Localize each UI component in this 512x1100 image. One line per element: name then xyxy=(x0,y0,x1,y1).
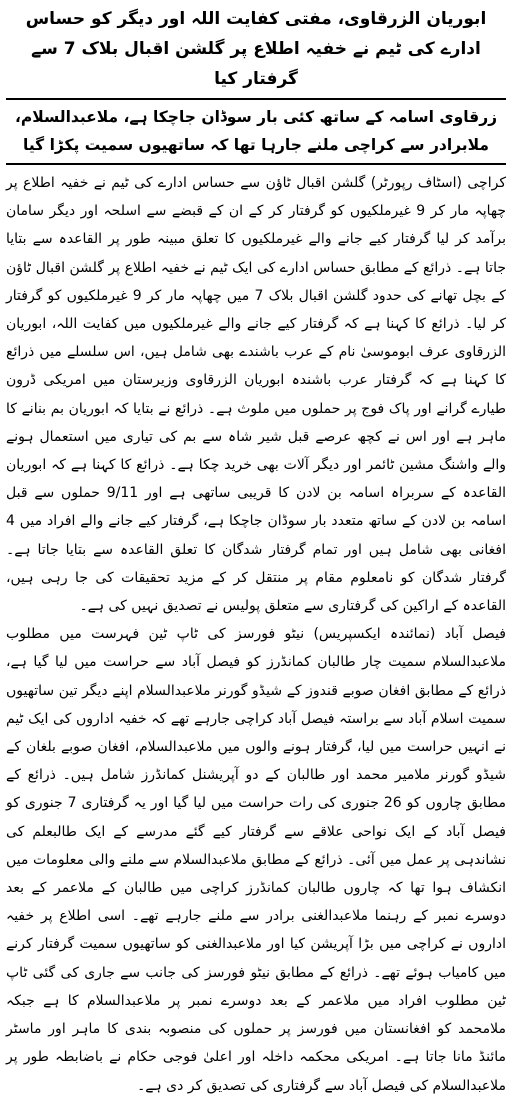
headline: ابوریان الزرقاوی، مفتی کفایت اللہ اور دیگر کو حساس ادارے کی ٹیم نے خفیہ اطلاع پر گلشن اقبال بلاک 7 سے گرفتار کیا xyxy=(25,9,487,89)
headline-divider xyxy=(6,98,506,100)
subheadline-divider xyxy=(6,163,506,165)
article-body xyxy=(6,169,506,1100)
subheadline: زرقاوی اسامہ کے ساتھ کئی بار سوڈان جاچکا ہے، ملاعبدالسلام، ملابرادر سے کراچی ملنے جارہا تھا کہ ساتھیوں سمیت پکڑا گیا xyxy=(14,108,498,154)
paragraph-karachi: کراچی (اسٹاف رپورٹر) گلشن اقبال ٹاؤن سے حساس ادارے کی ٹیم نے خفیہ اطلاع پر چھاپہ مار کر 9 غیرملکیوں کو گرفتار کر کے ان کے قبضے سے اسلحہ اور دیگر سامان برآمد کر لیا گرفتار کیے جانے والے غیرملکیوں کا تعلق مبینہ طور پر القاعدہ سے بتایا جاتا ہے۔ ذرائع کے مطابق حساس ادارے کی ایک ٹیم نے خفیہ اطلاع پر گلشن اقبال ٹاؤن کے بچل تھانے کی حدود گلشن اقبال بلاک 7 میں چھاپہ مار کر 9 غیرملکیوں کو گرفتار کر لیا۔ ذرائع کا کہنا ہے کہ گرفتار کیے جانے والے غیرملکیوں میں کفایت اللہ، ابوریان الزرقاوی عرف ابوموسیٰ نام کے عرب باشندے بھی شامل ہیں، اس سلسلے میں ذرائع کا کہنا ہے کہ گرفتار عرب باشندہ ابوریان الزرقاوی وزیرستان میں امریکی ڈرون طیارے گرانے اور پاک فوج پر حملوں میں ملوث ہے۔ ذرائع نے بتایا کہ ابوریان بم بنانے کا ماہر ہے اور اس نے کچھ عرصے قبل شیر شاہ سے بم کی تیاری میں استعمال ہونے والے واشنگ مشین ٹائمر اور دیگر آلات بھی خرید چکا ہے۔ ذرائع کا کہنا ہے کہ ابوریان القاعدہ کے سربراہ اسامہ بن لادن کا قریبی ساتھی ہے اور 9/11 حملوں سے قبل اسامہ بن لادن کے ساتھ متعدد بار سوڈان جاچکا ہے، گرفتار کیے جانے والے افراد میں 4 افغانی بھی شامل ہیں اور تمام گرفتار شدگان کا تعلق القاعدہ سے بتایا جاتا ہے۔ گرفتار شدگان کو نامعلوم مقام پر منتقل کر کے مزید تحقیقات کی جا رہی ہیں، القاعدہ کے اراکین کی گرفتاری سے متعلق پولیس نے تصدیق نہیں کی ہے۔ xyxy=(6,175,507,615)
paragraph-faisalabad: فیصل آباد (نمائندہ ایکسپریس) نیٹو فورسز کی ٹاپ ٹین فہرست میں مطلوب ملاعبدالسلام سمیت چار طالبان کمانڈرز کو فیصل آباد سے حراست میں لیا گیا ہے، ذرائع کے مطابق افغان صوبے قندوز کے شیڈو گورنر ملاعبدالسلام اپنے دیگر تین ساتھیوں سمیت اسلام آباد سے براستہ فیصل آباد کراچی جارہے تھے کہ خفیہ اداروں کی ایک ٹیم نے انہیں حراست میں لیا، گرفتار ہونے والوں میں ملاعبدالسلام، افغان صوبے بلغان کے شیڈو گورنر ملامیر محمد اور طالبان کے دو آپریشنل کمانڈرز شامل ہیں۔ ذرائع کے مطابق چاروں کو 26 جنوری کی رات حراست میں لیا گیا اور یہ گرفتاری 7 جنوری کو فیصل آباد کے ایک نواحی علاقے سے گرفتار کیے گئے مدرسے کے ایک طالبعلم کی نشاندہی پر عمل میں آئی۔ ذرائع کے مطابق ملاعبدالسلام سے ملنے والی معلومات میں انکشاف ہوا تھا کہ چاروں طالبان کمانڈرز کراچی میں طالبان کے ملاعمر کے بعد دوسرے نمبر کے رہنما ملاعبدالغنی برادر سے ملنے جارہے تھے۔ اسی اطلاع پر خفیہ اداروں نے کراچی میں بڑا آپریشن کیا اور ملاعبدالغنی کو ساتھیوں سمیت گرفتار کرنے میں کامیاب ہوئے تھے۔ ذرائع کے مطابق نیٹو فورسز کی جانب سے جاری کی گئی ٹاپ ٹین مطلوب افراد میں ملاعمر کے بعد دوسرے نمبر پر ملاعبدالسلام کا ہے جبکہ ملامحمد کو افغانستان میں فورسز پر حملوں کی منصوبہ بندی کا ماہر اور ماسٹر مائنڈ مانا جاتا ہے۔ امریکی محکمہ داخلہ اور اعلیٰ فوجی حکام نے باضابطہ طور پر ملاعبدالسلام کی فیصل آباد سے گرفتاری کی تصدیق کر دی ہے۔ xyxy=(6,626,507,1094)
